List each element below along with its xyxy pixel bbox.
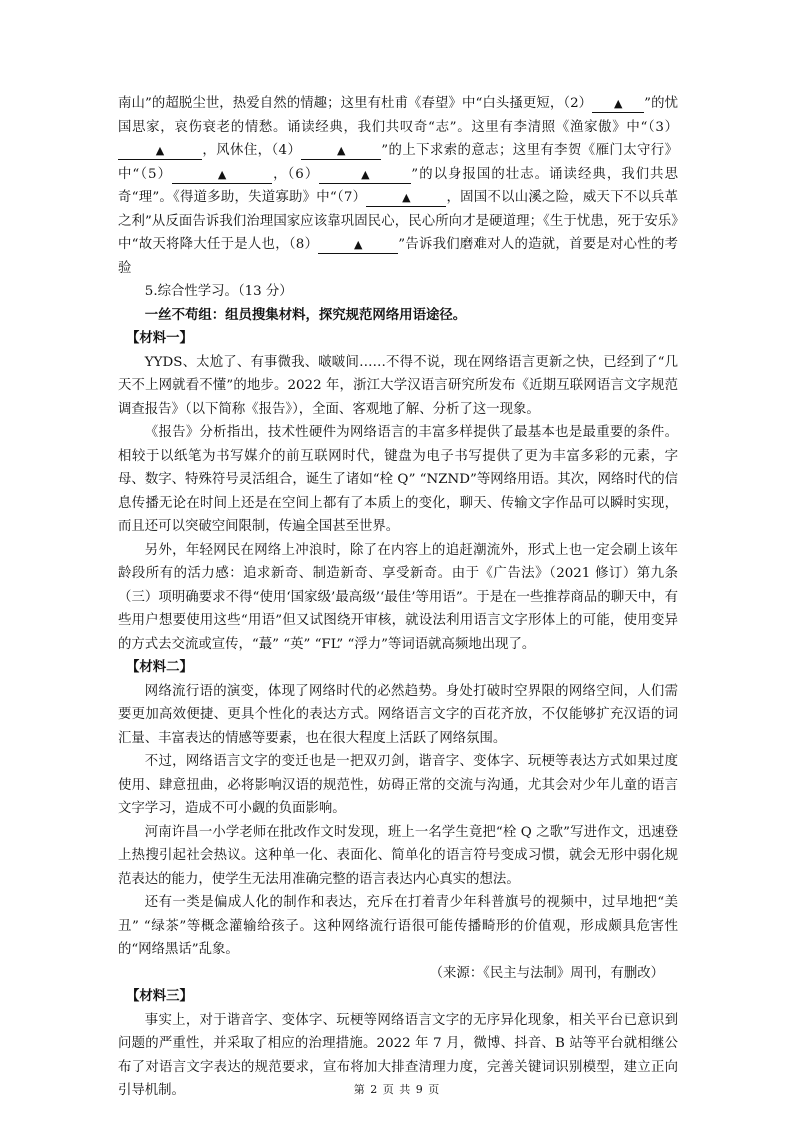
- text-run: ”告诉我们磨难对人的造就，首要是对心性的考验: [118, 237, 678, 276]
- answer-blank-6[interactable]: [319, 167, 411, 184]
- answer-blank-7[interactable]: [366, 190, 446, 207]
- answer-blank-3[interactable]: [118, 143, 202, 160]
- material-3-paragraph-1: 事实上，对于谐音字、变体字、玩梗等网络语言文字的无序异化现象，相关平台已意识到问题的严重性，并采取了相应的治理措施。2022 年 7 月，微博、抖音、B 站等平台就相继公布了对语言文字表达的规范要求，宣布将加大排查清理力度，完善关键词识别模型，建立正向引导机制。: [118, 1012, 678, 1098]
- material-2-paragraph-4: 还有一类是偏成人化的制作和表达，充斥在打着青少年科普旗号的视频中，过早地把“美丑” “绿茶”等概念灌输给孩子。这种网络流行语很可能传播畸形的价值观，形成颇具危害性的“网络黑话”乱象。: [118, 895, 678, 957]
- group-task-heading: 一丝不苟组：组员搜集材料，探究规范网络用语途径。: [144, 307, 467, 323]
- material-1-title: 【材料一】: [126, 331, 193, 346]
- triangle-marker: ▲: [361, 167, 370, 181]
- triangle-marker: ▲: [353, 238, 363, 251]
- answer-blank-2[interactable]: [592, 96, 644, 113]
- text-run: ”的上下求索的意志；这里有李贺《雁门太守行》中“（5）: [118, 143, 678, 182]
- material-2-source: （来源：《民主与法制》周刊，有删改）: [429, 965, 664, 981]
- material-1-paragraph-1: YYDS、太尬了、有事微我、啵啵间……不得不说，现在网络语言更新之快，已经到了“几天不上网就看不懂”的地步。2022 年，浙江大学汉语言研究所发布《近期互联网语言文字规范调查报告》（以下简称《报告》），全面、客观地了解、分析了这一现象。: [118, 354, 678, 417]
- answer-blank-5[interactable]: [172, 167, 272, 184]
- poetry-fill-paragraph: [118, 92, 678, 280]
- triangle-marker: ▲: [337, 144, 346, 157]
- material-2-title: 【材料二】: [126, 660, 193, 675]
- text-run: 南山”的超脱尘世，热爱自然的情趣；这里有杜甫《春望》中“白头搔更短，（2）: [118, 96, 593, 111]
- triangle-marker: ▲: [155, 144, 165, 157]
- material-1-paragraph-2: 《报告》分析指出，技术性硬件为网络语言的丰富多样提供了最基本也是最重要的条件。相较于以纸笔为书写媒介的前互联网时代，键盘为电子书写提供了更为丰富多彩的元素，字母、数字、特殊符号灵活组合，诞生了诸如“栓 Q” “NZND”等网络用语。其次，网络时代的信息传播无论在时间上还是在空间上都有了本质上的变化，聊天、传输文字作品可以瞬时实现，而且还可以突破空间限制，传遍全国甚至世界。: [118, 425, 678, 534]
- triangle-marker: ▲: [402, 191, 411, 204]
- answer-blank-8[interactable]: [318, 237, 398, 254]
- page-footer: 第 2 页 共 9 页: [353, 1083, 441, 1096]
- material-1-paragraph-3: 另外，年轻网民在网络上冲浪时，除了在内容上的追赶潮流外，形式上也一定会刷上该年龄段所有的活力感：追求新奇、制造新奇、享受新奇。由于《广告法》（2021 修订）第九条（三）项明确要求不得“使用‘国家级’最高级’‘最佳’等用语”。于是在一些推荐商品的聊天中，有些用户想要使用这些“用语”但又试图绕开审核，就设法利用语言文字形体上的可能，使用变异的方式去交流或宣传，“蕞” “英” “FL” “浮力”等词语就高频地出现了。: [118, 542, 678, 652]
- material-2-paragraph-1: 网络流行语的演变，体现了网络时代的必然趋势。身处打破时空界限的网络空间，人们需要更加高效便捷、更具个性化的表达方式。网络语言文字的百花齐放，不仅能够扩充汉语的词汇量、丰富表达的情感等要素，也在很大程度上活跃了网络氛围。: [118, 683, 678, 746]
- answer-blank-4[interactable]: [301, 143, 381, 160]
- material-3-title: 【材料三】: [126, 989, 193, 1004]
- page-body: [118, 92, 678, 1103]
- material-2-paragraph-2: 不过，网络语言文字的变迁也是一把双刃剑，谐音字、变体字、玩梗等表达方式如果过度使用、肆意扭曲，必将影响汉语的规范性，妨碍正常的交流与沟通，尤其会对少年儿童的语言文字学习，造成不可小觑的负面影响。: [118, 754, 678, 816]
- text-run: ，风休住，（4）: [202, 143, 302, 158]
- triangle-marker: ▲: [217, 167, 227, 181]
- text-run: ，固国不以山溪之险，威天下不以兵革之利”从反面告诉我们治理国家应该靠巩固民心，民心所向才是硬道理；《生于忧患，死于安乐》中“故天将降大任于是人也，（8）: [118, 190, 679, 252]
- text-run: ”的忧国思家，哀伤衰老的情愁。诵读经典，我们共叹奇“志”。这里有李清照《渔家傲》中“（3）: [118, 96, 678, 135]
- text-run: ”的以身报国的壮志。诵读经典，我们共思奇“理”。《得道多助，失道寡助》中“（7）: [118, 166, 678, 205]
- triangle-marker: ▲: [613, 97, 623, 110]
- question-5-title: 5.综合性学习。（13 分）: [144, 284, 293, 299]
- text-run: ，（6）: [272, 166, 320, 182]
- material-2-paragraph-3: 河南许昌一小学老师在批改作文时发现，班上一名学生竟把“栓 Q 之歌”写进作文，迅速登上热搜引起社会热议。这种单一化、表面化、简单化的语言符号变成习惯，就会无形中弱化规范表达的能力，使学生无法用准确完整的语言表达内心真实的想法。: [118, 824, 678, 887]
